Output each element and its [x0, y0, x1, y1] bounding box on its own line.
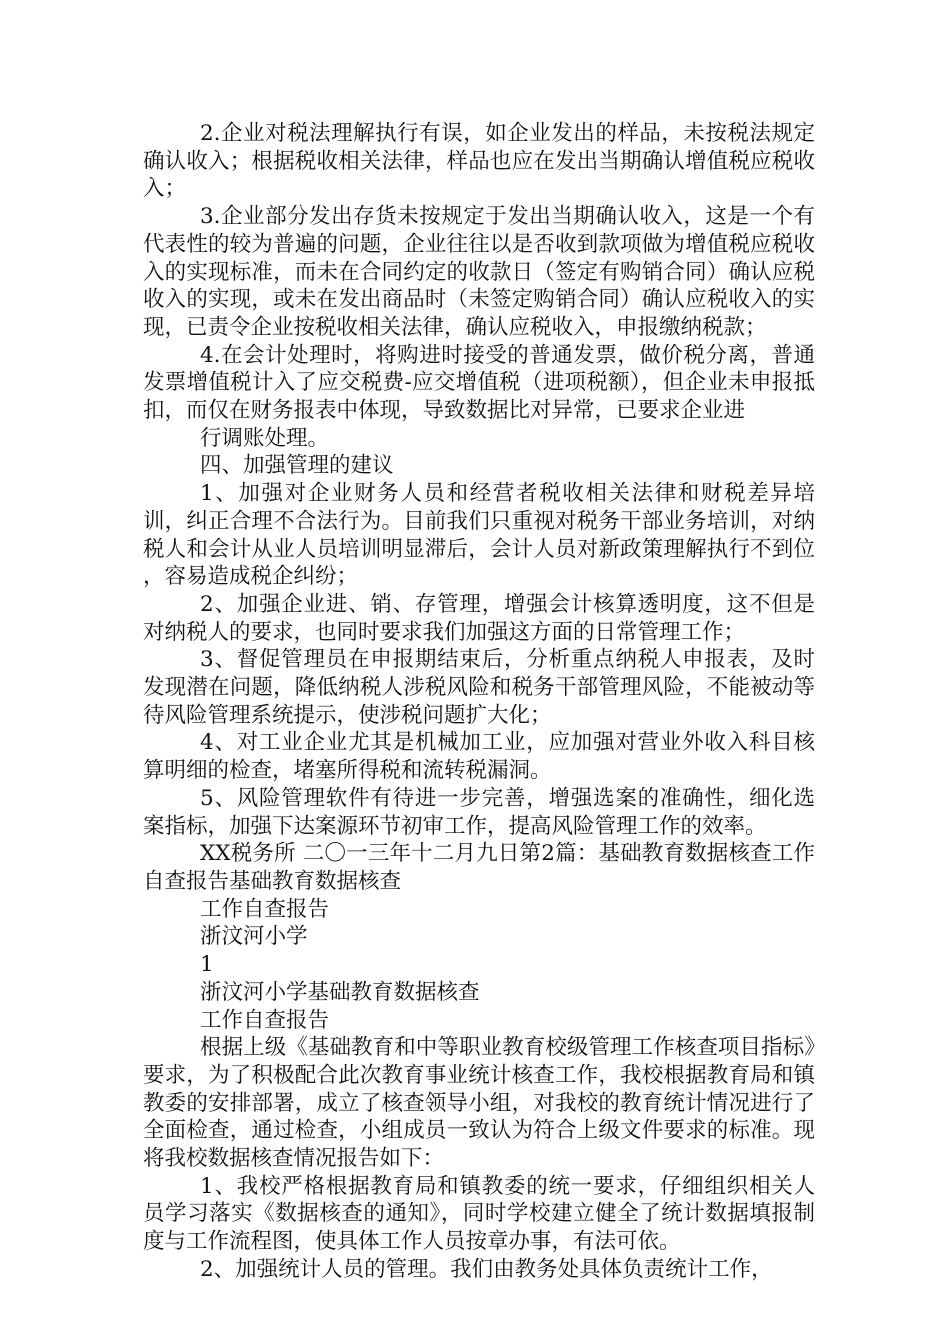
paragraph: 4.在会计处理时，将购进时接受的普通发票，做价税分离，普通发票增值税计入了应交税费-应交增值税（进项税额），但企业未申报抵扣，而仅在财务报表中体现，导致数据比对异常，已要求企业进 — [143, 342, 815, 424]
paragraph: 4、对工业企业尤其是机械加工业，应加强对营业外收入科目核算明细的检查，堵塞所得税和流转税漏洞。 — [143, 730, 815, 784]
paragraph: 行调账处理。 — [200, 425, 330, 451]
paragraph: 根据上级《基础教育和中等职业教育校级管理工作核查项目指标》要求，为了积极配合此次教育事业统计核查工作，我校根据教育局和镇教委的安排部署，成立了核查领导小组，对我校的教育统计情况进行了全面检查，通过检查，小组成员一致认为符合上级文件要求的标准。现将我校数据核查情况报告如下： — [143, 1035, 815, 1172]
report-title: 工作自查报告 — [200, 1007, 330, 1033]
page-number: 1 — [200, 952, 214, 978]
paragraph: 1、我校严格根据教育局和镇教委的统一要求，仔细组织相关人员学习落实《数据核查的通知》，同时学校建立健全了统计数据填报制度与工作流程图，使具体工作人员按章办事，有法可依。 — [143, 1173, 815, 1255]
paragraph: 2、加强企业进、销、存管理，增强会计核算透明度，这不但是对纳税人的要求，也同时要求我们加强这方面的日常管理工作； — [143, 591, 815, 645]
school-name: 浙汶河小学 — [200, 924, 308, 950]
report-title: 工作自查报告 — [200, 896, 330, 922]
paragraph: 3、督促管理员在申报期结束后，分析重点纳税人申报表，及时发现潜在问题，降低纳税人涉税风险和税务干部管理风险，不能被动等待风险管理系统提示，使涉税问题扩大化； — [143, 647, 815, 728]
paragraph: 2.企业对税法理解执行有误，如企业发出的样品，未按税法规定确认收入；根据税收相关法律，样品也应在发出当期确认增值税应税收入； — [143, 121, 815, 202]
document-body — [143, 120, 815, 1284]
signature-line: XX税务所 二〇一三年十二月九日第2篇：基础教育数据核查工作自查报告基础教育数据核查 — [143, 841, 815, 894]
section-heading: 四、加强管理的建议 — [200, 453, 394, 479]
paragraph: 3.企业部分发出存货未按规定于发出当期确认收入，这是一个有代表性的较为普遍的问题，企业往往以是否收到款项做为增值税应税收入的实现标准，而未在合同约定的收款日（签定有购销合同）确认应税收入的实现，或未在发出商品时（未签定购销合同）确认应税收入的实现，已责令企业按税收相关法律，确认应税收入，申报缴纳税款； — [143, 204, 815, 340]
paragraph: 1、加强对企业财务人员和经营者税收相关法律和财税差异培训，纠正合理不合法行为。目前我们只重视对税务干部业务培训，对纳税人和会计从业人员培训明显滞后，会计人员对新政策理解执行不到位 ，容易造成税企纠纷； — [143, 481, 815, 590]
paragraph: 2、加强统计人员的管理。我们由教务处具体负责统计工作， — [200, 1256, 773, 1282]
paragraph: 5、风险管理软件有待进一步完善，增强选案的准确性，细化选案指标，加强下达案源环节初审工作，提高风险管理工作的效率。 — [143, 785, 815, 839]
report-title: 浙汶河小学基础教育数据核查 — [200, 979, 480, 1005]
